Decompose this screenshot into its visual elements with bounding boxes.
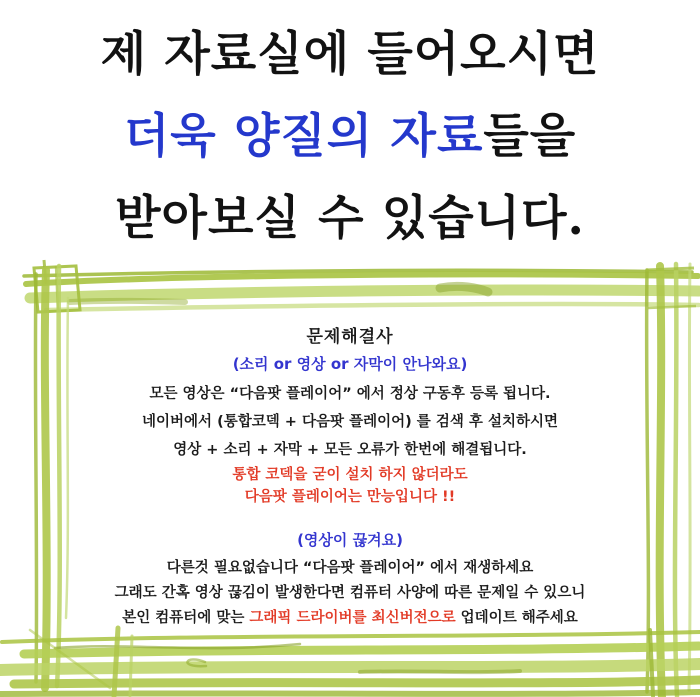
headline-line-1: 제 자료실에 들어오시면: [100, 27, 600, 82]
final-line-highlight: 그래픽 드라이버를 최신버전으로: [249, 610, 456, 626]
headline: [0, 14, 700, 260]
headline-line-2-rest: 들을: [483, 109, 577, 164]
notice-content: [70, 326, 630, 631]
section2-heading: (영상이 끊겨요): [297, 531, 403, 549]
section1-heading: (소리 or 영상 or 자막이 안나와요): [232, 355, 468, 373]
final-line-prefix: 본인 컴퓨터에 맞는: [122, 610, 250, 626]
section2-line: 그래도 간혹 영상 끊김이 발생한다면 컴퓨터 사양에 따른 문제일 수 있으니: [114, 585, 586, 601]
notice-title: 문제해결사: [306, 327, 394, 347]
section-gap: [70, 508, 630, 530]
section1-warning-line: 다음팟 플레이어는 만능입니다 !!: [244, 489, 456, 505]
section2-final-line: [70, 606, 630, 631]
section1-line: 모든 영상은 “다음팟 플레이어” 에서 정상 구동후 등록 됩니다.: [149, 386, 551, 402]
section1-line: 영상 + 소리 + 자막 + 모든 오류가 한번에 해결됩니다.: [173, 442, 527, 458]
final-line-suffix: 업데이트 해주세요: [455, 610, 578, 626]
headline-line-2-accent: 더욱 양질의 자료: [123, 109, 484, 164]
section2-line: 다른것 필요없습니다 “다음팟 플레이어” 에서 재생하세요: [166, 560, 534, 576]
headline-line-3: 받아보실 수 있습니다.: [115, 191, 585, 246]
headline-line-2: [0, 96, 700, 178]
section1-line: 네이버에서 (통합코덱 + 다음팟 플레이어) 를 검색 후 설치하시면: [142, 414, 558, 430]
section1-warning-line: 통합 코덱을 굳이 설치 하지 않더라도: [232, 467, 468, 483]
